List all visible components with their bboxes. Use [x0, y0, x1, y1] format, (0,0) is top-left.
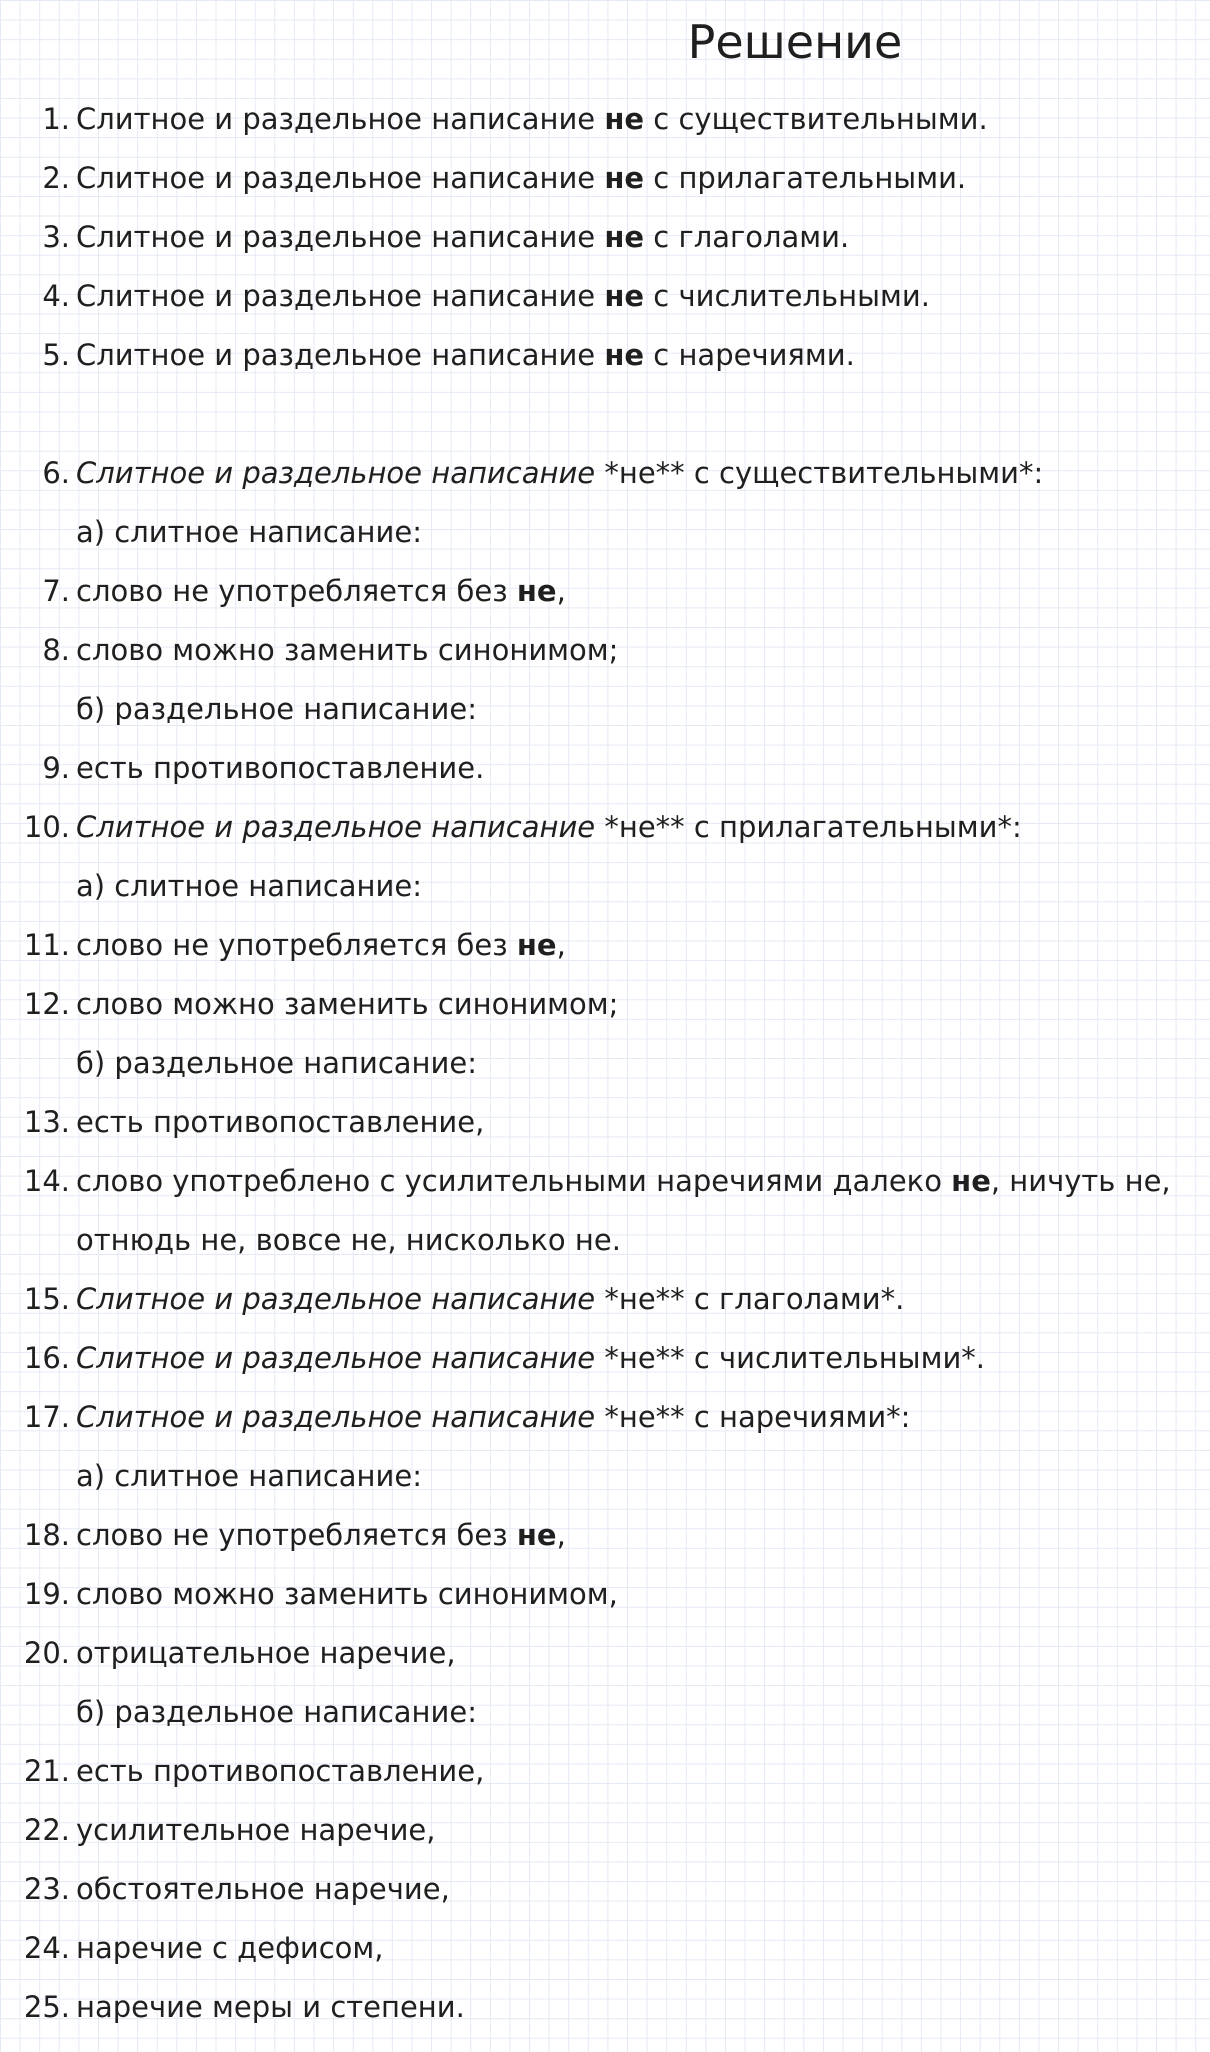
item-text: есть противопоставление,	[76, 1105, 485, 1139]
item-number: 17.	[23, 1400, 70, 1434]
item-text: есть противопоставление.	[76, 751, 485, 785]
item-text-end: ,	[556, 928, 566, 962]
sub-heading: а) слитное написание:	[76, 515, 422, 549]
item-text-end: *не** с глаголами*.	[595, 1282, 905, 1316]
list-item	[0, 453, 1043, 493]
item-text: Слитное и раздельное написание	[76, 102, 605, 136]
sub-heading: б) раздельное написание:	[76, 1046, 477, 1080]
list-item	[0, 158, 966, 198]
item-text: отрицательное наречие,	[76, 1636, 456, 1670]
item-text: слово можно заменить синонимом,	[76, 1577, 618, 1611]
item-text: слово употреблено с усилительными наречиями далеко	[76, 1164, 952, 1198]
item-text-end: *не** с числительными*.	[595, 1341, 986, 1375]
item-text: Слитное и раздельное написание	[76, 338, 605, 372]
item-number: 5.	[42, 338, 70, 372]
list-item	[0, 1515, 566, 1555]
list-item	[0, 630, 618, 670]
list-item	[0, 984, 618, 1024]
item-text: наречие меры и степени.	[76, 1990, 465, 2024]
item-text: наречие с дефисом,	[76, 1931, 384, 1965]
item-number: 7.	[42, 574, 70, 608]
list-item	[0, 217, 849, 257]
list-item	[0, 748, 484, 788]
item-number: 11.	[23, 928, 70, 962]
list-item	[0, 1574, 618, 1614]
item-text-end: с числительными.	[644, 279, 930, 313]
sub-heading: б) раздельное написание:	[76, 1695, 477, 1729]
list-item	[0, 1987, 465, 2027]
item-bold: не	[516, 574, 557, 608]
item-text: обстоятельное наречие,	[76, 1872, 450, 1906]
item-number: 10.	[23, 810, 70, 844]
item-bold: не	[604, 220, 645, 254]
item-bold: не	[604, 279, 645, 313]
item-text-end: с глаголами.	[644, 220, 850, 254]
item-text: Слитное и раздельное написание	[76, 279, 605, 313]
item-text-end: *не** с существительными*:	[595, 456, 1044, 490]
item-text-end: , ничуть не,	[990, 1164, 1171, 1198]
item-bold: не	[604, 161, 645, 195]
list-item	[0, 1633, 456, 1673]
list-item	[0, 807, 1022, 847]
item-number: 1.	[42, 102, 70, 136]
item-bold: не	[951, 1164, 991, 1198]
item-text-end: ,	[556, 574, 566, 608]
item-text-end: с существительными.	[644, 102, 988, 136]
item-text: слово можно заменить синонимом;	[76, 987, 619, 1021]
item-number: 16.	[23, 1341, 70, 1375]
item-italic: Слитное и раздельное написание	[76, 1400, 596, 1434]
item-number: 18.	[23, 1518, 70, 1552]
item-text: слово не употребляется без	[76, 574, 517, 608]
item-number: 15.	[23, 1282, 70, 1316]
list-item	[0, 1751, 484, 1791]
item-number: 21.	[23, 1754, 70, 1788]
list-item	[0, 335, 855, 375]
list-item	[0, 1102, 484, 1142]
item-number: 3.	[42, 220, 70, 254]
item-text-end: *не** с прилагательными*:	[595, 810, 1022, 844]
item-number: 14.	[23, 1164, 70, 1198]
item-text-end: с наречиями.	[644, 338, 855, 372]
list-item	[0, 1928, 384, 1968]
item-italic: Слитное и раздельное написание	[76, 456, 596, 490]
item-number: 9.	[42, 751, 70, 785]
list-item	[0, 925, 566, 965]
item-italic: Слитное и раздельное написание	[76, 1341, 596, 1375]
item-text: слово можно заменить синонимом;	[76, 633, 619, 667]
item-text: есть противопоставление,	[76, 1754, 485, 1788]
item-italic: Слитное и раздельное написание	[76, 810, 596, 844]
list-item	[0, 1338, 985, 1378]
list-item	[0, 1161, 1171, 1201]
list-item	[0, 276, 930, 316]
item-text: усилительное наречие,	[76, 1813, 436, 1847]
item-number: 19.	[23, 1577, 70, 1611]
item-number: 2.	[42, 161, 70, 195]
item-bold: не	[604, 102, 645, 136]
list-item	[0, 1397, 910, 1437]
item-text-end: ,	[556, 1518, 566, 1552]
item-number: 13.	[23, 1105, 70, 1139]
item-number: 20.	[23, 1636, 70, 1670]
item-number: 4.	[42, 279, 70, 313]
item-number: 22.	[23, 1813, 70, 1847]
item-number: 6.	[42, 456, 70, 490]
item-number: 24.	[23, 1931, 70, 1965]
item-text-end: с прилагательными.	[644, 161, 967, 195]
item-text: слово не употребляется без	[76, 1518, 517, 1552]
item-text: слово не употребляется без	[76, 928, 517, 962]
item-italic: Слитное и раздельное написание	[76, 1282, 596, 1316]
item-bold: не	[604, 338, 645, 372]
list-item-continuation: отнюдь не, вовсе не, нисколько не.	[76, 1223, 621, 1257]
sub-heading: а) слитное написание:	[76, 869, 422, 903]
list-item	[0, 1869, 450, 1909]
sub-heading: б) раздельное написание:	[76, 692, 477, 726]
page-title: Решение	[687, 15, 903, 69]
item-text-end: *не** с наречиями*:	[595, 1400, 911, 1434]
item-number: 23.	[23, 1872, 70, 1906]
list-item	[0, 1810, 435, 1850]
list-item	[0, 571, 566, 611]
sub-heading: а) слитное написание:	[76, 1459, 422, 1493]
list-item	[0, 99, 988, 139]
item-number: 8.	[42, 633, 70, 667]
item-text: Слитное и раздельное написание	[76, 220, 605, 254]
item-number: 12.	[23, 987, 70, 1021]
item-bold: не	[516, 928, 557, 962]
item-text: Слитное и раздельное написание	[76, 161, 605, 195]
item-number: 25.	[23, 1990, 70, 2024]
list-item	[0, 1279, 904, 1319]
item-bold: не	[516, 1518, 557, 1552]
